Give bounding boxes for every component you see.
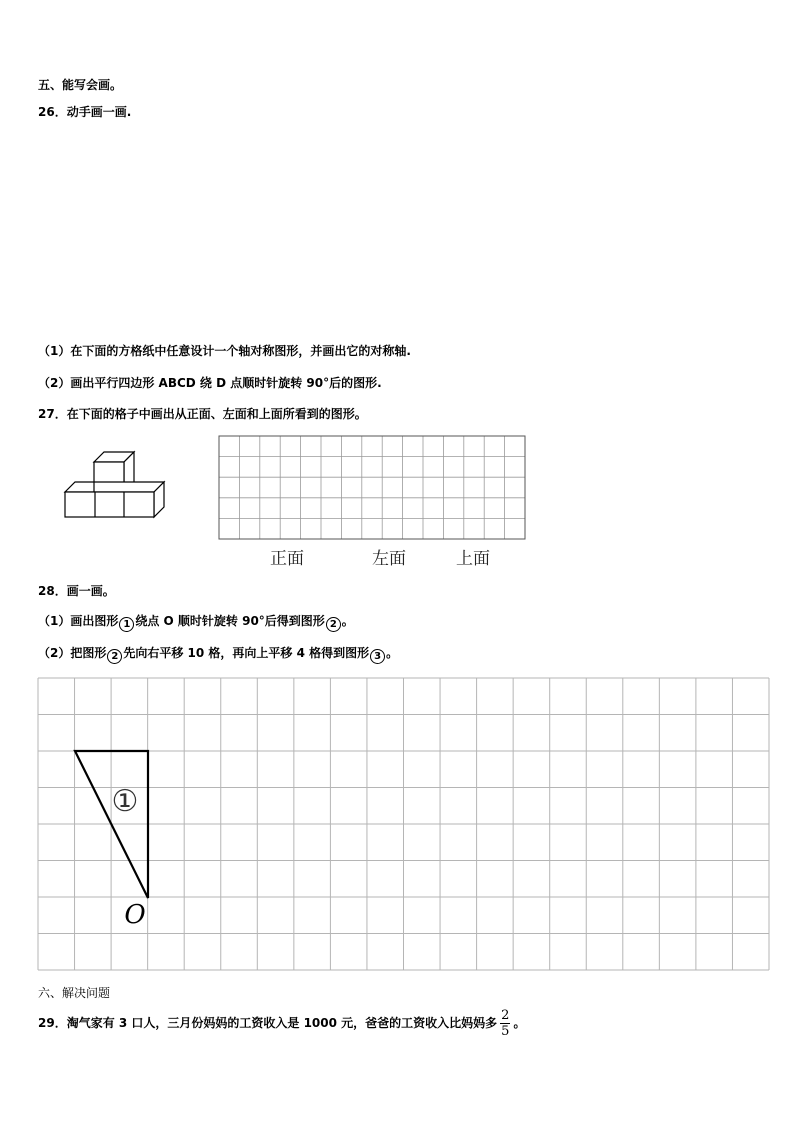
circled-number-2: 2 <box>326 617 341 632</box>
views-drawing-grid[interactable] <box>219 436 525 539</box>
view-label-front: 正面 <box>270 549 304 569</box>
q28-part1-text-b: 绕点 O 顺时针旋转 90°后得到图形 <box>135 614 325 628</box>
q28-part2-text-c: 。 <box>386 646 399 660</box>
question-28-title: 28．画一画。 <box>38 584 115 598</box>
q28-part1-text-a: （1）画出图形 <box>38 614 119 628</box>
view-label-top: 上面 <box>456 549 490 569</box>
cube-stack-figure <box>60 448 170 523</box>
question-29 <box>38 1008 525 1039</box>
point-o-label: O <box>124 900 146 930</box>
q28-part1-text-c: 。 <box>341 614 354 628</box>
question-26-title: 26．动手画一画. <box>38 105 132 119</box>
section-six-heading: 六、解决问题 <box>38 986 111 1000</box>
circled-number-3: 3 <box>370 649 385 664</box>
circled-number-2: 2 <box>107 649 122 664</box>
circled-number-1: 1 <box>119 617 134 632</box>
fraction-numerator: 2 <box>501 1008 510 1023</box>
fraction-two-fifths <box>500 1008 510 1039</box>
q29-end: 。 <box>513 1016 526 1030</box>
question-26-part-1: （1）在下面的方格纸中任意设计一个轴对称图形，并画出它的对称轴. <box>38 344 411 358</box>
question-28-part-1 <box>38 614 354 632</box>
section-five-heading: 五、能写会画。 <box>38 78 123 92</box>
view-label-left: 左面 <box>372 549 406 569</box>
shape-1-label: ① <box>111 784 139 819</box>
rotation-drawing-grid[interactable] <box>38 678 769 970</box>
q29-text: 29．淘气家有 3 口人，三月份妈妈的工资收入是 1000 元，爸爸的工资收入比妈妈多 <box>38 1016 498 1030</box>
q28-part2-text-b: 先向右平移 10 格，再向上平移 4 格得到图形 <box>123 646 370 660</box>
question-27-title: 27．在下面的格子中画出从正面、左面和上面所看到的图形。 <box>38 407 367 421</box>
q28-part2-text-a: （2）把图形 <box>38 646 107 660</box>
question-26-part-2: （2）画出平行四边形 ABCD 绕 D 点顺时针旋转 90°后的图形. <box>38 376 382 390</box>
question-28-part-2 <box>38 646 398 664</box>
grid-border <box>219 436 525 539</box>
fraction-denominator: 5 <box>501 1024 510 1039</box>
